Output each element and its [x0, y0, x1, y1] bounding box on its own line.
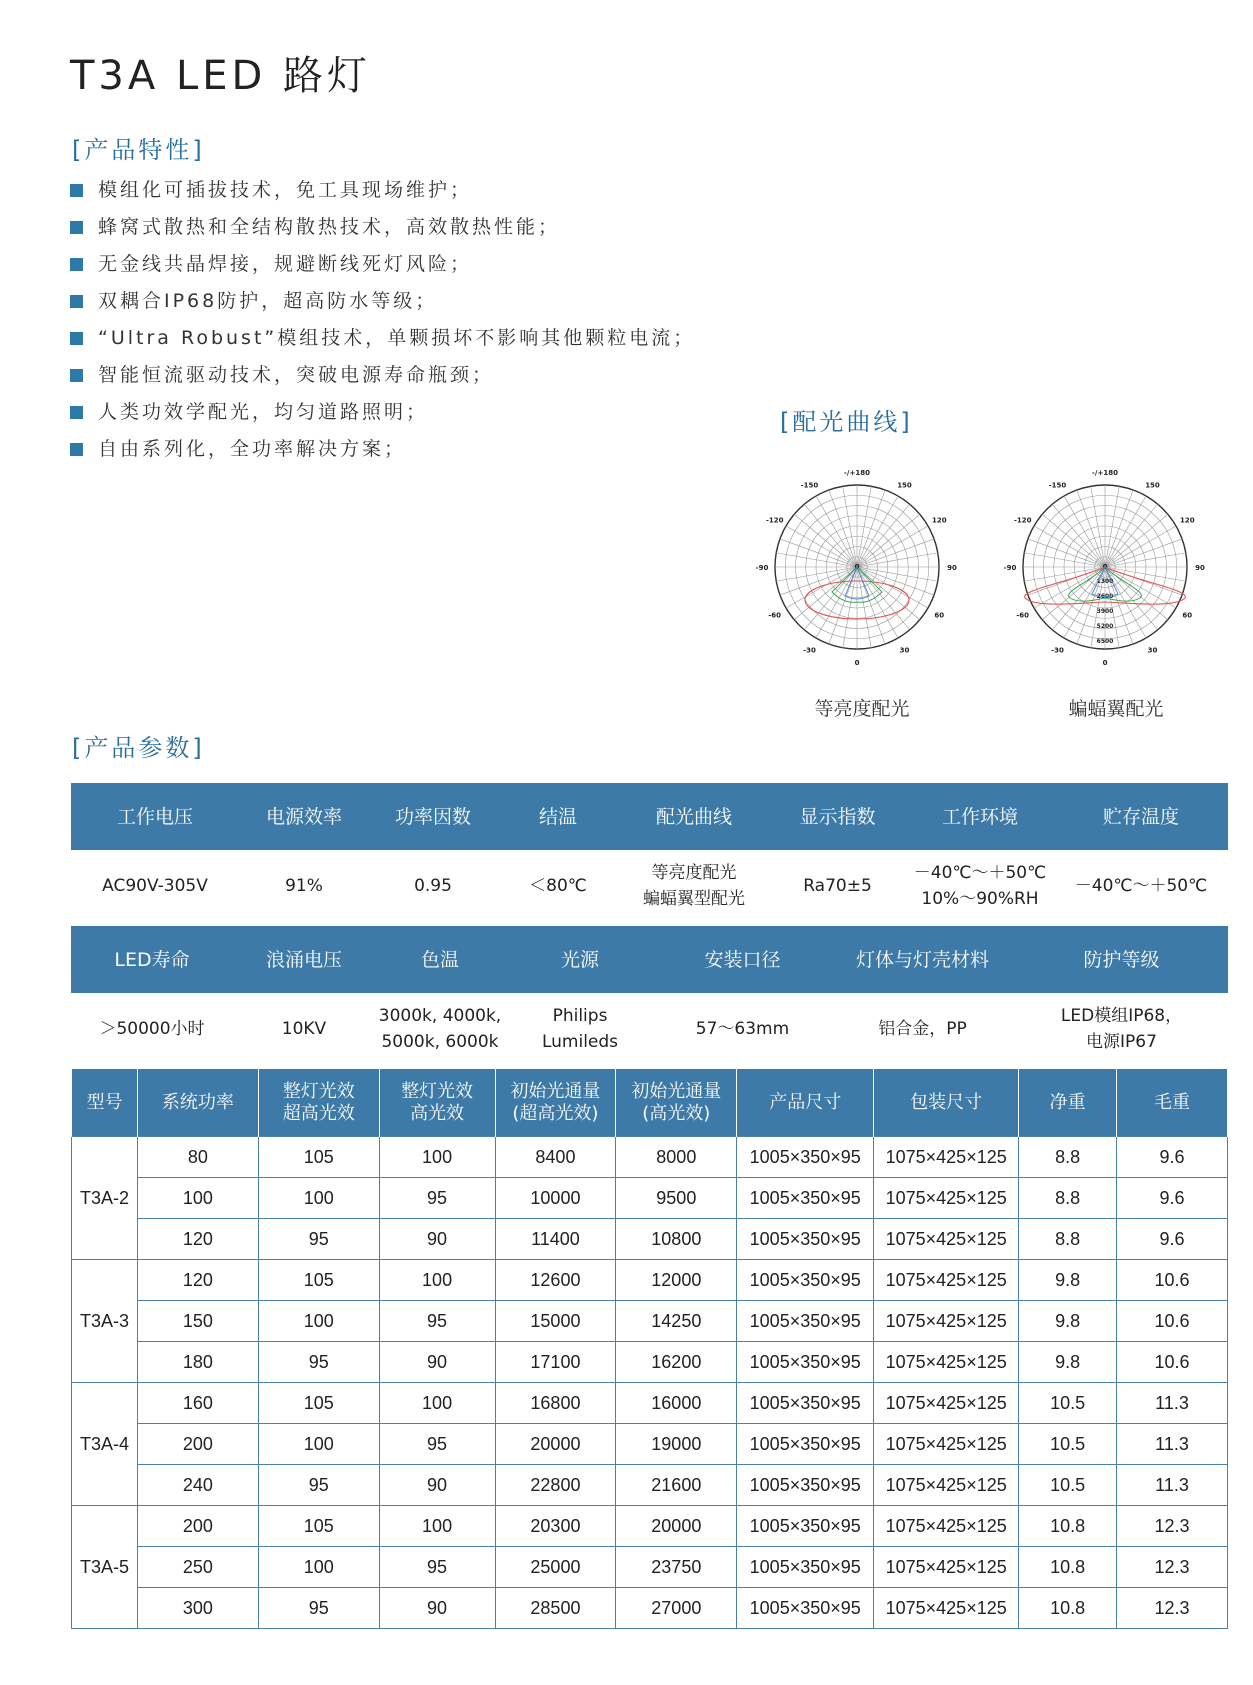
table-cell: 200	[137, 1424, 258, 1465]
polar-angle-label: 90	[1195, 564, 1205, 572]
spec-table-1	[71, 783, 1228, 922]
polar-angle-label: 150	[1145, 481, 1160, 490]
table-cell: 22800	[495, 1465, 616, 1506]
model-header-line: 初始光通量	[631, 1080, 722, 1102]
table-cell: 20000	[616, 1506, 737, 1547]
spec-header-cell: 工作电压	[116, 805, 193, 828]
table-cell: 100	[258, 1547, 379, 1588]
polar-angle-label: -90	[755, 564, 769, 572]
spec-value-line: 蝙蝠翼型配光	[643, 889, 745, 909]
spec-value-cell	[497, 873, 619, 899]
spec-value-cell	[505, 1003, 655, 1055]
table-cell: 10000	[495, 1178, 616, 1219]
table-cell: 105	[258, 1506, 379, 1547]
table-cell: 250	[137, 1547, 258, 1588]
table-cell: 16000	[616, 1383, 737, 1424]
table-cell: 9.6	[1117, 1137, 1228, 1178]
polar-chart-uniform	[752, 462, 962, 676]
table-cell: 100	[137, 1178, 258, 1219]
feature-text: 模组化可插拔技术，免工具现场维护；	[98, 179, 473, 201]
model-header-cell	[258, 1069, 379, 1137]
table-cell: 9.6	[1117, 1178, 1228, 1219]
table-row	[72, 1301, 1228, 1342]
table-cell: 17100	[495, 1342, 616, 1383]
polar-angle-label: 150	[897, 481, 912, 490]
model-table	[71, 1069, 1228, 1629]
spec-value-cell	[375, 1003, 505, 1055]
model-header-line: 系统功率	[161, 1091, 234, 1113]
table-cell: 8000	[616, 1137, 737, 1178]
spec-value-line: LED模组IP68，	[1060, 1006, 1183, 1026]
model-header-line: 高光效	[410, 1102, 465, 1124]
feature-text: 双耦合IP68防护，超高防水等级；	[98, 290, 438, 312]
table-cell: 10.5	[1019, 1424, 1117, 1465]
table-cell: 160	[137, 1383, 258, 1424]
table-cell: 8.8	[1019, 1137, 1117, 1178]
spec-header-cell: 电源效率	[265, 805, 342, 828]
table-cell: 10.6	[1117, 1342, 1228, 1383]
spec-header-cell: LED寿命	[114, 948, 190, 971]
table-cell: 1075×425×125	[874, 1260, 1019, 1301]
table-cell: 90	[379, 1219, 495, 1260]
model-table-header	[72, 1069, 1228, 1137]
table-cell: 1005×350×95	[737, 1137, 874, 1178]
polar-radial-label: 5200	[1096, 623, 1114, 630]
feature-item	[70, 209, 695, 246]
table-cell: 10.8	[1019, 1588, 1117, 1629]
table-cell: 12.3	[1117, 1547, 1228, 1588]
spec-table-1-values	[71, 850, 1228, 922]
feature-item	[70, 357, 695, 394]
spec-value-line: Philips	[552, 1006, 608, 1026]
table-cell: 10.8	[1019, 1506, 1117, 1547]
spec-value-cell	[71, 1016, 233, 1042]
feature-text: “Ultra Robust”模组技术，单颗损坏不影响其他颗粒电流；	[98, 327, 696, 349]
model-table-body	[72, 1137, 1228, 1629]
table-cell: 27000	[616, 1588, 737, 1629]
table-cell: 11400	[495, 1219, 616, 1260]
table-cell: 300	[137, 1588, 258, 1629]
spec-table-2-header	[71, 926, 1228, 993]
features-list	[70, 172, 695, 468]
page-title: T3A LED 路灯	[70, 53, 372, 99]
model-header-cell	[137, 1069, 258, 1137]
spec-value-line: 91%	[285, 876, 323, 896]
table-row	[72, 1342, 1228, 1383]
polar-angle-label: -150	[800, 481, 819, 490]
model-header-cell	[495, 1069, 616, 1137]
spec-value-line: 0.95	[414, 876, 452, 896]
table-cell: 21600	[616, 1465, 737, 1506]
table-cell: 95	[258, 1588, 379, 1629]
table-cell: 10.6	[1117, 1301, 1228, 1342]
model-header-cell	[616, 1069, 737, 1137]
polar-caption-uniform: 等亮度配光	[814, 698, 910, 720]
table-cell: 19000	[616, 1424, 737, 1465]
feature-item	[70, 431, 695, 468]
spec-header-cell: 色温	[420, 948, 459, 971]
table-cell: 120	[137, 1260, 258, 1301]
table-cell: 11.3	[1117, 1465, 1228, 1506]
polar-radial-label: 2600	[1096, 593, 1114, 600]
polar-center-label: 0	[1102, 563, 1108, 571]
polar-chart-uniform-svg	[752, 462, 962, 672]
spec-value-line: 铝合金，PP	[878, 1019, 967, 1039]
polar-angle-label: -/+180	[1092, 469, 1118, 477]
polar-angle-label: -60	[768, 611, 782, 620]
table-cell: 16200	[616, 1342, 737, 1383]
table-cell: 20000	[495, 1424, 616, 1465]
table-cell: 23750	[616, 1547, 737, 1588]
table-cell: 8.8	[1019, 1219, 1117, 1260]
table-cell: 1005×350×95	[737, 1465, 874, 1506]
spec-header-cell: 功率因数	[394, 805, 471, 828]
feature-text: 蜂窝式散热和全结构散热技术，高效散热性能；	[98, 216, 561, 238]
model-header-line: (超高光效)	[512, 1102, 599, 1124]
polar-angle-label: -120	[1013, 516, 1032, 525]
table-cell: 8.8	[1019, 1178, 1117, 1219]
polar-angle-label: -30	[1051, 646, 1064, 655]
spec-value-line: 10%～90%RH	[921, 889, 1039, 909]
table-cell: 1005×350×95	[737, 1383, 874, 1424]
spec-value-cell	[71, 873, 239, 899]
model-name-cell: T3A-3	[72, 1260, 138, 1383]
table-cell: 100	[379, 1137, 495, 1178]
polar-angle-label: 60	[934, 611, 945, 620]
table-cell: 105	[258, 1137, 379, 1178]
spec-value-cell	[619, 860, 769, 912]
table-cell: 1075×425×125	[874, 1465, 1019, 1506]
polar-angle-label: 0	[1102, 659, 1108, 667]
model-header-cell	[874, 1069, 1019, 1137]
table-cell: 12.3	[1117, 1506, 1228, 1547]
table-cell: 1075×425×125	[874, 1219, 1019, 1260]
table-row	[72, 1588, 1228, 1629]
spec-value-line: Ra70±5	[803, 876, 872, 896]
table-row	[72, 1383, 1228, 1424]
bullet-square-icon	[70, 295, 83, 308]
model-header-cell	[379, 1069, 495, 1137]
feature-item	[70, 283, 695, 320]
table-cell: 80	[137, 1137, 258, 1178]
feature-item	[70, 394, 695, 431]
polar-radial-label: 3900	[1096, 608, 1114, 615]
polar-angle-label: 120	[931, 516, 947, 525]
model-header-line: 毛重	[1154, 1091, 1191, 1113]
model-header-line: 型号	[86, 1091, 123, 1113]
polar-angle-label: 0	[854, 659, 860, 667]
polar-angle-label: 90	[947, 564, 957, 572]
spec-header-cell: 防护等级	[1083, 948, 1160, 971]
bullet-square-icon	[70, 258, 83, 271]
model-header-line: 整灯光效	[401, 1080, 474, 1102]
polar-angle-label: 60	[1182, 611, 1193, 620]
bullet-square-icon	[70, 332, 83, 345]
table-row	[72, 1178, 1228, 1219]
polar-angle-label: -120	[765, 516, 784, 525]
table-row	[72, 1547, 1228, 1588]
table-cell: 1005×350×95	[737, 1424, 874, 1465]
spec-value-cell	[239, 873, 369, 899]
model-header-cell	[1019, 1069, 1117, 1137]
feature-text: 无金线共晶焊接，规避断线死灯风险；	[98, 253, 473, 275]
spec-header-cell: 显示指数	[799, 805, 876, 828]
table-cell: 95	[258, 1342, 379, 1383]
polar-radial-label: 1300	[1096, 578, 1114, 585]
table-cell: 9.8	[1019, 1342, 1117, 1383]
feature-text: 智能恒流驱动技术，突破电源寿命瓶颈；	[98, 364, 495, 386]
table-cell: 95	[379, 1301, 495, 1342]
spec-table-1-header	[71, 783, 1228, 850]
table-cell: 1005×350×95	[737, 1342, 874, 1383]
table-cell: 95	[258, 1465, 379, 1506]
model-name-cell: T3A-2	[72, 1137, 138, 1260]
spec-value-line: 等亮度配光	[651, 863, 737, 883]
model-header-cell	[1117, 1069, 1228, 1137]
spec-value-cell	[1015, 1003, 1228, 1055]
spec-value-line: 5000k, 6000k	[381, 1032, 499, 1052]
curves-heading: [配光曲线]	[780, 408, 913, 436]
bullet-square-icon	[70, 221, 83, 234]
table-cell: 1075×425×125	[874, 1137, 1019, 1178]
table-cell: 150	[137, 1301, 258, 1342]
table-cell: 10.5	[1019, 1383, 1117, 1424]
table-cell: 28500	[495, 1588, 616, 1629]
table-cell: 1075×425×125	[874, 1506, 1019, 1547]
spec-value-cell	[906, 860, 1054, 912]
table-cell: 9.8	[1019, 1301, 1117, 1342]
table-cell: 9.8	[1019, 1260, 1117, 1301]
table-cell: 1075×425×125	[874, 1178, 1019, 1219]
table-cell: 200	[137, 1506, 258, 1547]
polar-angle-label: -/+180	[844, 469, 870, 477]
polar-angle-label: -150	[1048, 481, 1067, 490]
table-cell: 10800	[616, 1219, 737, 1260]
spec-value-line: 10KV	[281, 1019, 327, 1039]
model-name-cell: T3A-4	[72, 1383, 138, 1506]
table-row	[72, 1219, 1228, 1260]
spec-value-cell	[769, 873, 906, 899]
spec-value-line: Lumileds	[541, 1032, 619, 1052]
table-cell: 12.3	[1117, 1588, 1228, 1629]
table-cell: 10.6	[1117, 1260, 1228, 1301]
polar-chart-batwing	[1000, 462, 1210, 676]
polar-angle-label: -30	[803, 646, 816, 655]
model-header-cell	[72, 1069, 138, 1137]
spec-table-2	[71, 926, 1228, 1065]
table-cell: 1075×425×125	[874, 1383, 1019, 1424]
feature-text: 自由系列化，全功率解决方案；	[98, 438, 407, 460]
model-header-line: 初始光通量	[510, 1080, 601, 1102]
table-cell: 95	[379, 1178, 495, 1219]
model-header-line: 净重	[1049, 1091, 1086, 1113]
table-cell: 100	[258, 1178, 379, 1219]
model-header-cell	[737, 1069, 874, 1137]
polar-angle-label: 120	[1179, 516, 1195, 525]
table-cell: 1005×350×95	[737, 1588, 874, 1629]
table-cell: 9.6	[1117, 1219, 1228, 1260]
table-cell: 12600	[495, 1260, 616, 1301]
features-heading: [产品特性]	[72, 136, 205, 164]
table-cell: 11.3	[1117, 1424, 1228, 1465]
model-header-line: 超高光效	[282, 1102, 355, 1124]
polar-radial-label: 6500	[1096, 638, 1114, 645]
spec-header-cell: 工作环境	[941, 805, 1018, 828]
bullet-square-icon	[70, 369, 83, 382]
polar-angle-label: -90	[1003, 564, 1017, 572]
spec-header-cell: 配光曲线	[655, 805, 732, 828]
table-cell: 1005×350×95	[737, 1178, 874, 1219]
table-cell: 9500	[616, 1178, 737, 1219]
table-cell: 8400	[495, 1137, 616, 1178]
polar-caption-batwing: 蝙蝠翼配光	[1068, 698, 1164, 720]
table-cell: 90	[379, 1588, 495, 1629]
model-header-line: (高光效)	[642, 1102, 711, 1124]
table-cell: 10.5	[1019, 1465, 1117, 1506]
polar-chart-batwing-svg	[1000, 462, 1210, 672]
params-heading: [产品参数]	[72, 734, 205, 762]
table-row	[72, 1465, 1228, 1506]
bullet-square-icon	[70, 184, 83, 197]
spec-header-cell: 光源	[560, 948, 599, 971]
polar-center-label: 0	[854, 563, 860, 571]
table-cell: 1075×425×125	[874, 1588, 1019, 1629]
table-row	[72, 1506, 1228, 1547]
table-cell: 95	[379, 1424, 495, 1465]
polar-angle-label: 30	[899, 646, 910, 655]
spec-value-cell	[655, 1016, 830, 1042]
table-cell: 100	[258, 1424, 379, 1465]
table-cell: 1075×425×125	[874, 1301, 1019, 1342]
table-cell: 12000	[616, 1260, 737, 1301]
model-header-line: 包装尺寸	[910, 1091, 983, 1113]
table-cell: 90	[379, 1342, 495, 1383]
spec-value-line: ＞50000小时	[99, 1019, 205, 1039]
spec-value-line: ＜80℃	[529, 876, 587, 896]
table-cell: 1075×425×125	[874, 1342, 1019, 1383]
polar-angle-label: 30	[1147, 646, 1158, 655]
table-cell: 25000	[495, 1547, 616, 1588]
model-header-line: 整灯光效	[282, 1080, 355, 1102]
spec-value-cell	[830, 1016, 1015, 1042]
table-cell: 1005×350×95	[737, 1260, 874, 1301]
table-cell: 100	[258, 1301, 379, 1342]
table-cell: 240	[137, 1465, 258, 1506]
spec-value-line: 57～63mm	[695, 1019, 790, 1039]
table-cell: 120	[137, 1219, 258, 1260]
spec-header-cell: 结温	[538, 805, 577, 828]
table-cell: 11.3	[1117, 1383, 1228, 1424]
table-cell: 100	[379, 1260, 495, 1301]
polar-angle-label: -60	[1016, 611, 1030, 620]
model-header-line: 产品尺寸	[769, 1091, 842, 1113]
spec-value-line: 3000k, 4000k,	[378, 1006, 502, 1026]
spec-table-2-values	[71, 993, 1228, 1065]
table-cell: 100	[379, 1506, 495, 1547]
table-cell: 15000	[495, 1301, 616, 1342]
table-cell: 1075×425×125	[874, 1547, 1019, 1588]
table-cell: 1005×350×95	[737, 1506, 874, 1547]
spec-value-cell	[369, 873, 497, 899]
table-row	[72, 1424, 1228, 1465]
table-row	[72, 1137, 1228, 1178]
table-cell: 1005×350×95	[737, 1301, 874, 1342]
bullet-square-icon	[70, 406, 83, 419]
table-cell: 10.8	[1019, 1547, 1117, 1588]
spec-header-cell: 安装口径	[704, 948, 781, 971]
spec-header-cell: 浪涌电压	[265, 948, 342, 971]
table-cell: 105	[258, 1383, 379, 1424]
table-row	[72, 1260, 1228, 1301]
table-cell: 16800	[495, 1383, 616, 1424]
table-cell: 14250	[616, 1301, 737, 1342]
table-cell: 100	[379, 1383, 495, 1424]
spec-value-line: AC90V-305V	[102, 876, 208, 896]
bullet-square-icon	[70, 443, 83, 456]
table-cell: 95	[258, 1219, 379, 1260]
feature-item	[70, 172, 695, 209]
table-cell: 90	[379, 1465, 495, 1506]
spec-header-cell: 灯体与灯壳材料	[855, 948, 989, 971]
feature-text: 人类功效学配光，均匀道路照明；	[98, 401, 429, 423]
spec-value-cell	[1054, 873, 1228, 899]
table-cell: 1075×425×125	[874, 1424, 1019, 1465]
feature-item	[70, 320, 695, 357]
spec-header-cell: 贮存温度	[1102, 805, 1179, 828]
table-cell: 95	[379, 1547, 495, 1588]
table-cell: 1005×350×95	[737, 1219, 874, 1260]
spec-value-line: －40℃～＋50℃	[913, 863, 1047, 883]
spec-value-line: －40℃～＋50℃	[1074, 876, 1208, 896]
spec-value-cell	[233, 1016, 375, 1042]
feature-item	[70, 246, 695, 283]
spec-value-line: 电源IP67	[1086, 1032, 1157, 1052]
model-name-cell: T3A-5	[72, 1506, 138, 1629]
table-cell: 180	[137, 1342, 258, 1383]
table-cell: 105	[258, 1260, 379, 1301]
table-cell: 1005×350×95	[737, 1547, 874, 1588]
table-cell: 20300	[495, 1506, 616, 1547]
